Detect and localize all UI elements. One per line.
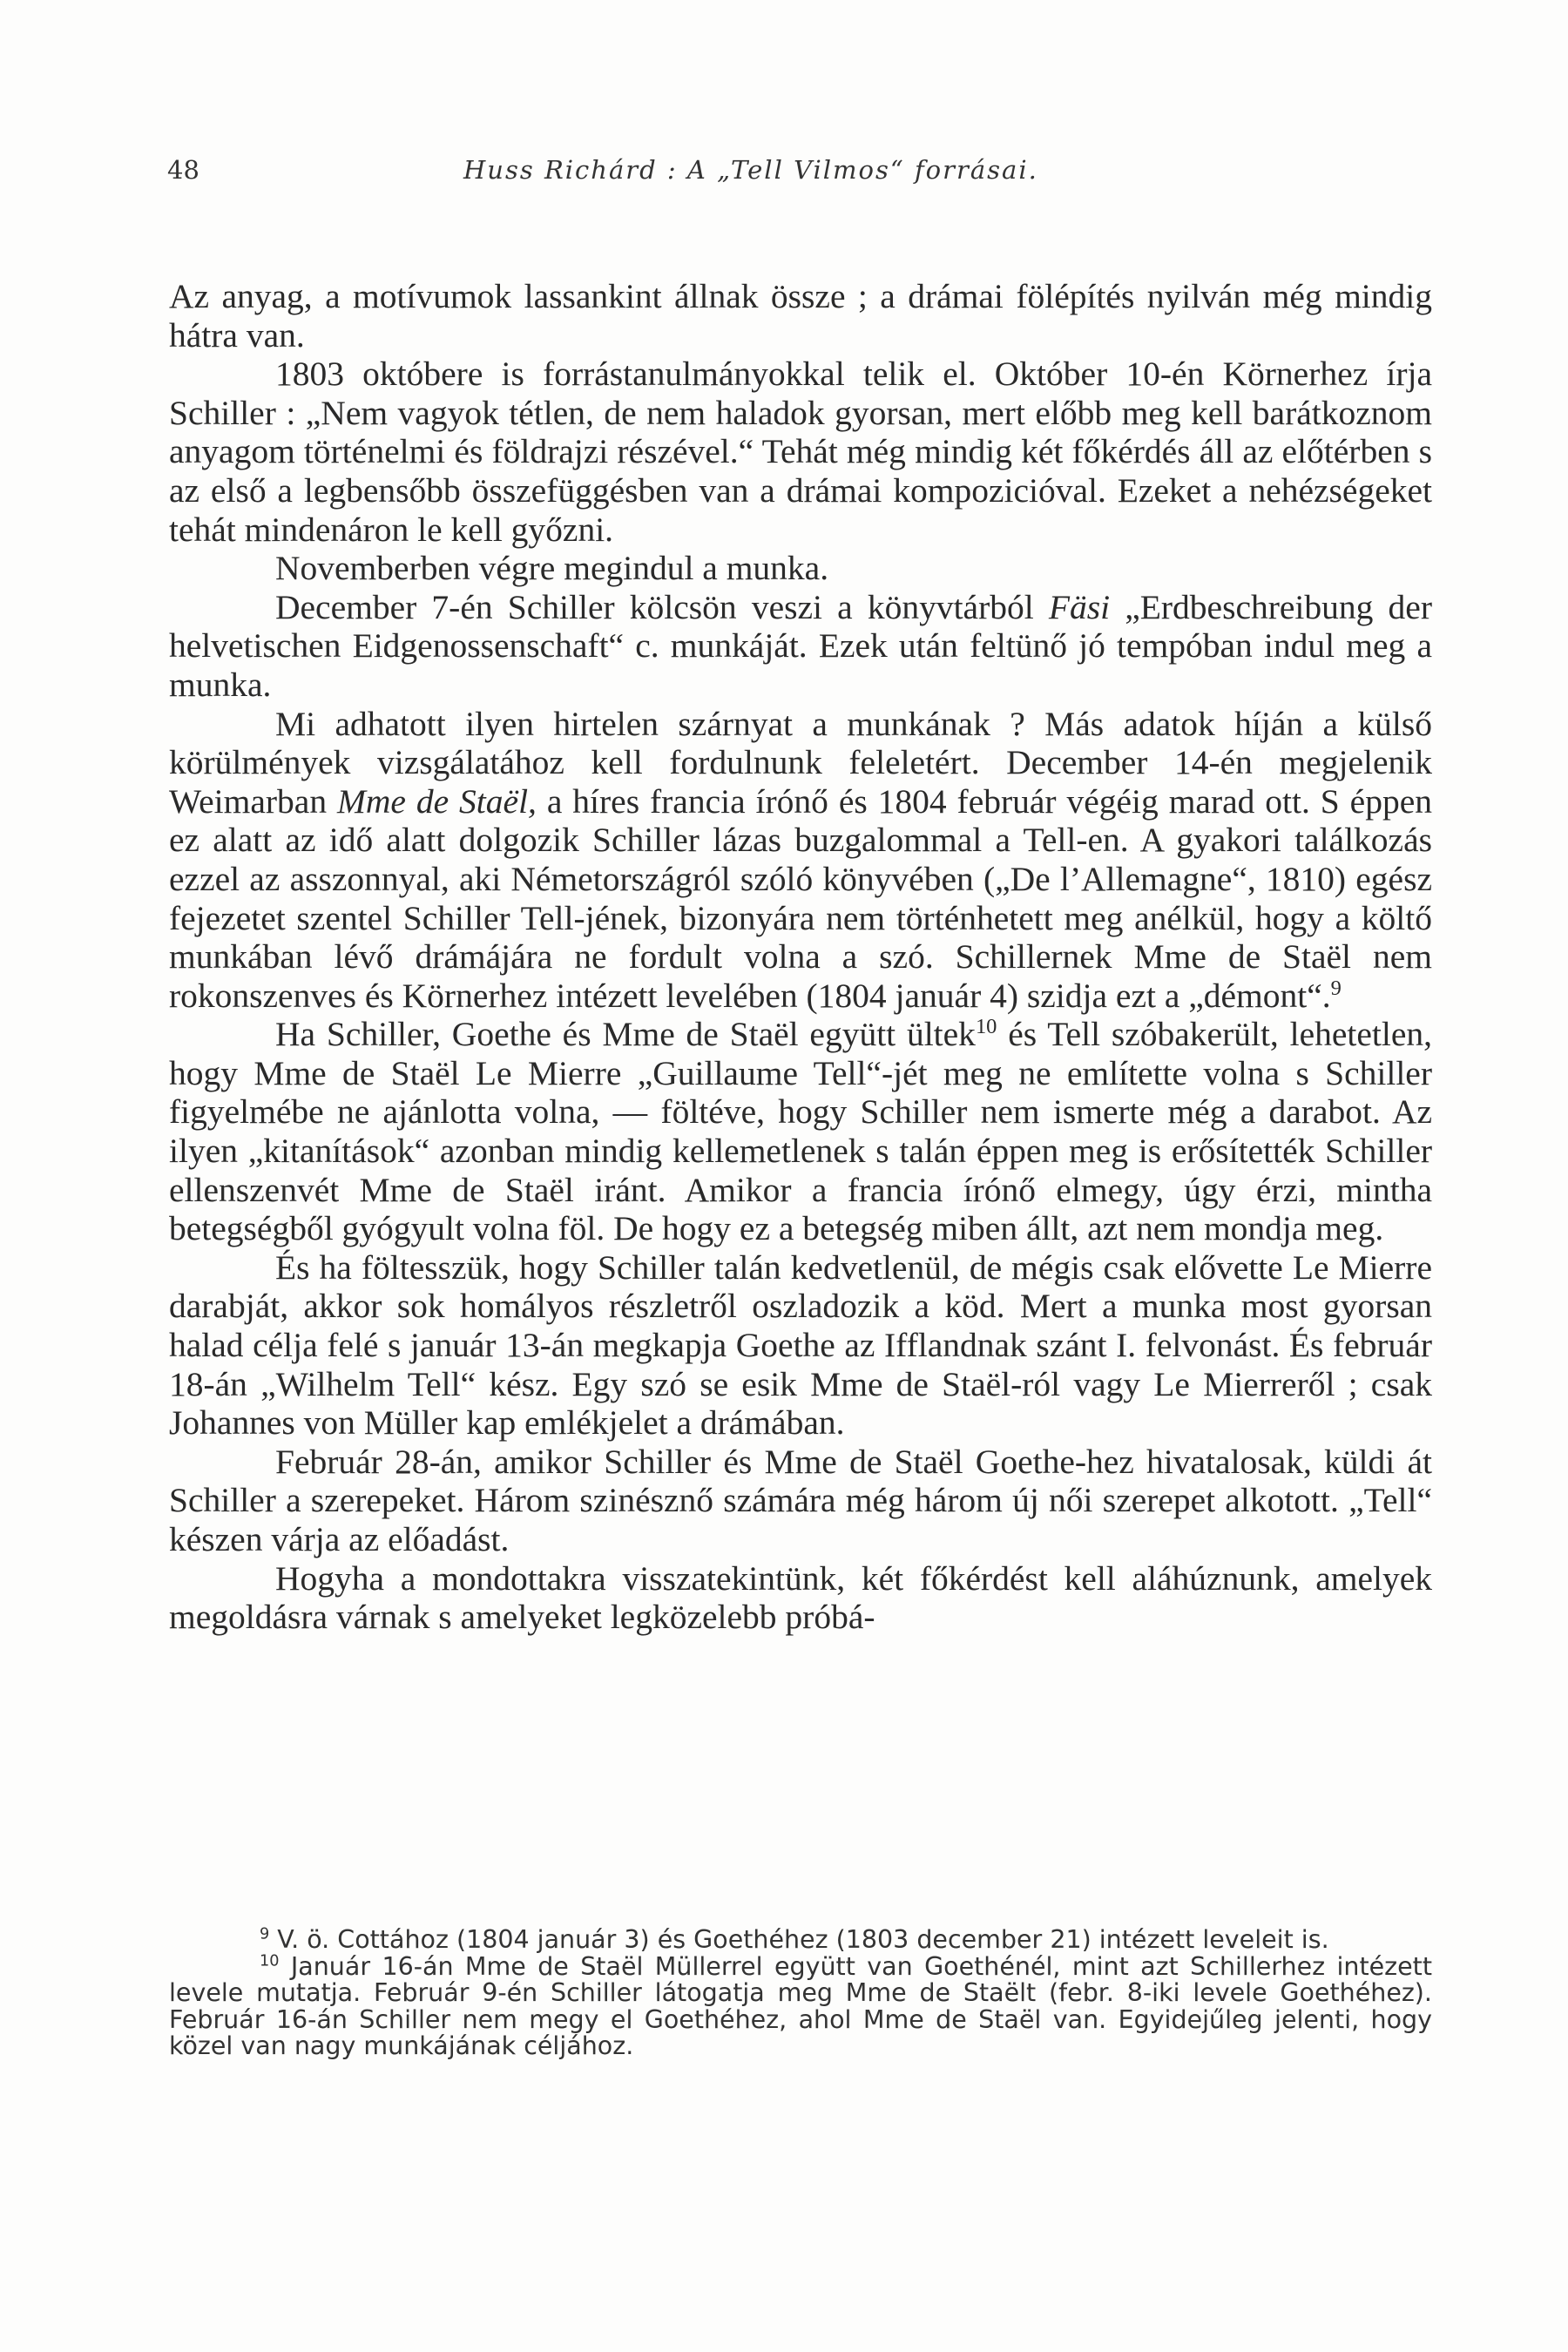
paragraph-3 xyxy=(169,549,1432,588)
paragraph-1-text: Az anyag, a motívumok lassankint állnak össze ; a drámai fölépítés nyilván még mindig hátra van. xyxy=(169,277,1432,355)
main-text xyxy=(169,277,1432,1637)
paragraph-1 xyxy=(169,277,1432,355)
paragraph-6-text-a: Ha Schiller, Goethe és Mme de Staël együtt ültek xyxy=(275,1015,976,1054)
paragraph-5-text-b: a híres francia írónő és 1804 február végéig marad ott. S éppen ez alatt az idő alatt dolgozik Schiller lázas buzgalommal a Tell-en. A gyakori találkozás ezzel az asszonnyal, aki Németországról szóló könyvében („De l’Allemagne“, 1810) egész fejezetet szentel Schiller Tell-jének, bizonyára nem történhetett meg anélkül, hogy a költő munkában lévő drámájára ne fordult volna a szó. Schillernek Mme de Staël nem rokonszenves és Körnerhez intézett levelében (1804 január 4) szidja ezt a „démont“. xyxy=(169,781,1432,1015)
paragraph-4-text-b: „Erdbeschreibung der helvetischen Eidgenossenschaft“ c. munkáját. Ezek után feltünő jó tempóban indul meg a munka. xyxy=(169,587,1432,704)
paragraph-5-text-a: Mi adhatott ilyen hirtelen szárnyat a munkának ? Más adatok híján a külső körülmények vizsgálatához kell fordulnunk feleletért. December 14-én megjelenik Weimarban xyxy=(169,704,1432,821)
paragraph-7-text: És ha föltesszük, hogy Schiller talán kedvetlenül, de mégis csak elővette Le Mierre darabját, akkor sok homályos részletről oszladozik a köd. Mert a munka most gyorsan halad célja felé s január 13-án megkapja Goethe az Ifflandnak szánt I. felvonást. És február 18-án „Wilhelm Tell“ kész. Egy szó se esik Mme de Staël-ról vagy Le Mierreről ; csak Johannes von Müller kap emlékjelet a drámában. xyxy=(169,1247,1432,1443)
paragraph-8 xyxy=(169,1443,1432,1559)
paragraph-9 xyxy=(169,1559,1432,1637)
paragraph-6 xyxy=(169,1015,1432,1248)
paragraph-5 xyxy=(169,705,1432,1016)
paragraph-2-text: 1803 októbere is forrástanulmányokkal telik el. Október 10-én Körnerhez írja Schiller : „Nem vagyok tétlen, de nem haladok gyorsan, mert előbb meg kell barátkoznom anyagom történelmi és földrajzi részével.“ Tehát még mindig két főkérdés áll az előtérben s az első a legbensőbb összefüggésben van a drámai kompozicióval. Ezeket a nehézségeket tehát mindenáron le kell győzni. xyxy=(169,355,1432,549)
paragraph-9-text: Hogyha a mondottakra visszatekintünk, két főkérdést kell aláhúznunk, amelyek megoldásra várnak s amelyeket legközelebb próbá- xyxy=(169,1558,1432,1637)
paragraph-4-fasi: Fäsi xyxy=(1048,587,1111,626)
running-title: Huss Richárd : A „Tell Vilmos“ forrásai. xyxy=(463,155,1038,185)
paragraph-4-text-a: December 7-én Schiller kölcsön veszi a könyvtárból xyxy=(275,587,1049,626)
footnote-9-text: V. ö. Cottához (1804 január 3) és Goethéhez (1803 december 21) intézett leveleit is. xyxy=(269,1925,1329,1954)
paragraph-7 xyxy=(169,1248,1432,1443)
paragraph-8-text: Február 28-án, amikor Schiller és Mme de Staël Goethe-hez hivatalosak, küldi át Schiller a szerepeket. Három szinésznő számára még három új női szerepet alkotott. „Tell“ készen várja az előadást. xyxy=(169,1442,1432,1558)
paragraph-5-stael: Mme de Staël, xyxy=(336,781,537,821)
footnotes xyxy=(169,1927,1432,2060)
running-header xyxy=(167,155,1413,199)
paragraph-4 xyxy=(169,588,1432,705)
footnote-ref-9[interactable]: 9 xyxy=(1330,976,1342,1000)
page-number: 48 xyxy=(167,155,199,185)
footnote-10-text: Január 16-án Mme de Staël Müllerrel együtt van Goethénél, mint azt Schillerhez intézett levele mutatja. Február 9-én Schiller látogatja meg Mme de Staëlt (febr. 8-iki levele Goethéhez). Február 16-án Schiller nem megy el Goethéhez, ahol Mme de Staël van. Egyidejűleg jelenti, hogy közel van nagy munkájának céljához. xyxy=(169,1951,1432,2060)
paragraph-2 xyxy=(169,355,1432,549)
footnote-10 xyxy=(169,1951,1432,2060)
footnote-ref-10[interactable]: 10 xyxy=(975,1015,997,1039)
paragraph-3-text: Novemberben végre megindul a munka. xyxy=(275,549,829,588)
footnote-10-number: 10 xyxy=(260,1952,280,1970)
footnote-9-number: 9 xyxy=(260,1925,270,1943)
footnote-9 xyxy=(169,1927,1432,1954)
paragraph-6-text-b: és Tell szóbakerült, lehetetlen, hogy Mme de Staël Le Mierre „Guillaume Tell“-jét meg ne említette volna s Schiller figyelmébe ne ajánlotta volna, — föltéve, hogy Schiller nem ismerte még a darabot. Az ilyen „kitanítások“ azonban mindig kellemetlenek s talán éppen meg is erősítették Schiller ellenszenvét Mme de Staël iránt. Amikor a francia írónő elmegy, úgy érzi, mintha betegségből gyógyult volna föl. De hogy ez a betegség miben állt, azt nem mondja meg. xyxy=(169,1015,1433,1248)
